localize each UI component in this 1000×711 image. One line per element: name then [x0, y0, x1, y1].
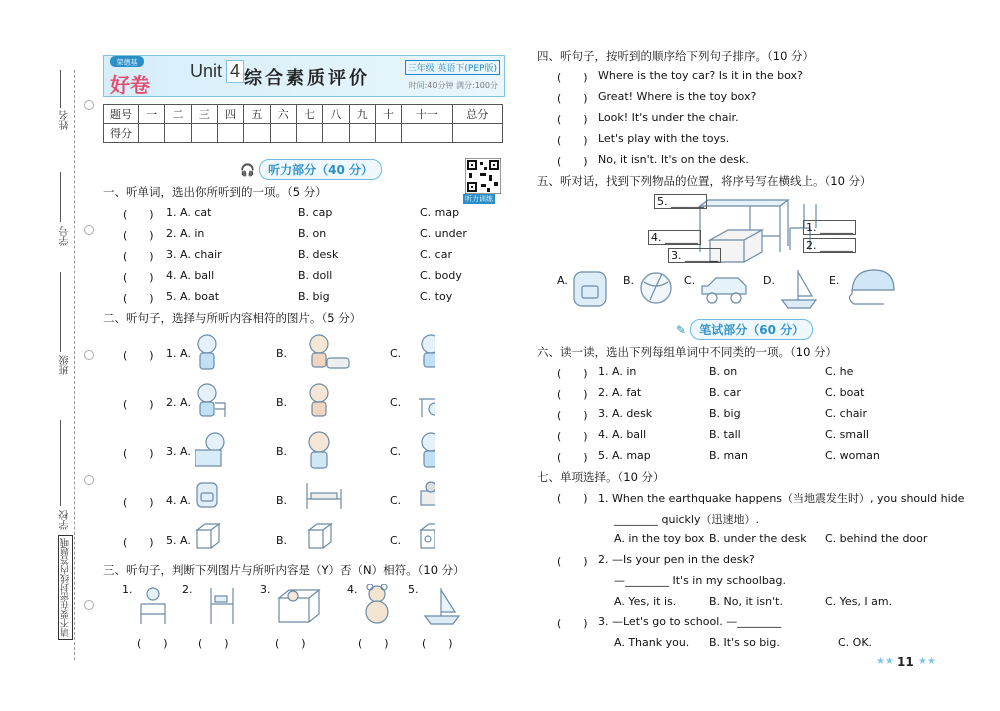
- backpack-icon: [197, 483, 217, 507]
- option-c: C. toy: [420, 290, 453, 303]
- blank-2[interactable]: 2. ______: [803, 238, 856, 253]
- girl-icon: [309, 432, 329, 468]
- answer-paren[interactable]: ( ): [123, 447, 154, 460]
- child-with-map-icon: [195, 433, 224, 466]
- child-waving-icon: [422, 433, 435, 467]
- answer-paren[interactable]: ( ): [198, 637, 229, 650]
- teddy-bear-icon: [366, 584, 388, 623]
- option-b: B. desk: [298, 248, 339, 261]
- option-c: C. body: [420, 269, 462, 282]
- class-label: 班级: [60, 355, 71, 375]
- list-item: ( ): [123, 250, 154, 263]
- answer-paren[interactable]: ( ): [557, 409, 588, 422]
- answer-paren[interactable]: ( ): [557, 492, 588, 505]
- writing-banner: ✎ 笔试部分（60 分）: [676, 319, 813, 340]
- option-b: B. under the desk: [709, 532, 807, 545]
- option-b: B.: [276, 347, 288, 360]
- option-a: 4. A. ball: [166, 269, 215, 282]
- toy-car-icon: [702, 278, 746, 303]
- answer-paren[interactable]: ( ): [275, 637, 306, 650]
- option-a: 4. A.: [166, 494, 191, 507]
- answer-paren[interactable]: ( ): [557, 451, 588, 464]
- list-item: ( ): [123, 271, 154, 284]
- option-c: C. small: [825, 428, 869, 441]
- sentence: Look! It's under the chair.: [598, 111, 739, 124]
- box-with-toy-icon: [279, 590, 319, 622]
- option-c: C.: [390, 534, 402, 547]
- listening-banner: 🎧 听力部分（40 分）: [240, 159, 382, 180]
- sentence: Great! Where is the toy box?: [598, 90, 757, 103]
- option-c: C. car: [420, 248, 452, 261]
- pencil-icon: ✎: [676, 323, 687, 337]
- child-under-desk-icon: [419, 399, 435, 417]
- sentence: No, it isn't. It's on the desk.: [598, 153, 749, 166]
- star-icon: ★★: [918, 656, 936, 667]
- option-b: B. on: [709, 365, 738, 378]
- option-b: B. man: [709, 449, 748, 462]
- seal-notice: 请不要在密封线内答题哦: [58, 535, 73, 640]
- option-b: B. doll: [298, 269, 333, 282]
- option-a: 1. A.: [166, 347, 191, 360]
- sentence: Let's play with the toys.: [598, 132, 730, 145]
- question-text: ________ quickly（迅速地）.: [614, 513, 759, 526]
- blank-5[interactable]: 5. ______: [654, 194, 707, 209]
- blank-4[interactable]: 4. ______: [648, 230, 701, 245]
- box-icon: [421, 524, 435, 548]
- option-c: C.: [390, 445, 402, 458]
- question-text: —________ It's in my schoolbag.: [614, 574, 787, 587]
- option-e: E.: [829, 274, 840, 287]
- sec7-title: 七、单项选择。（10 分）: [537, 470, 665, 484]
- option-b: B.: [623, 274, 635, 287]
- answer-paren[interactable]: ( ): [137, 637, 168, 650]
- option-a: 4. A. ball: [598, 428, 647, 441]
- option-c: C. boat: [825, 386, 865, 399]
- question-text: 2. —Is your pen in the desk?: [598, 553, 755, 566]
- option-a: 2. A.: [166, 396, 191, 409]
- option-a: A.: [557, 274, 568, 287]
- list-item: ( ): [123, 229, 154, 242]
- answer-paren[interactable]: ( ): [557, 134, 588, 147]
- page-title: 综合素质评价: [244, 68, 370, 89]
- option-a: A. Yes, it is.: [614, 595, 677, 608]
- option-a: 5. A. boat: [166, 290, 220, 303]
- sec1-title: 一、听单词，选出你所听到的一项。（5 分）: [103, 185, 327, 199]
- name-label: 姓名: [60, 110, 71, 130]
- brand-text: 荣德基: [116, 58, 138, 67]
- option-c: C. he: [825, 365, 854, 378]
- ball-icon: [641, 273, 671, 303]
- option-a: 5. A. map: [598, 449, 651, 462]
- item-number: 2.: [182, 583, 193, 596]
- answer-paren[interactable]: ( ): [557, 71, 588, 84]
- answer-paren[interactable]: ( ): [557, 92, 588, 105]
- sec6-title: 六、读一读，选出下列每组单词中不同类的一项。（10 分）: [537, 345, 838, 359]
- answer-paren[interactable]: ( ): [358, 637, 389, 650]
- toy-box-icon: [421, 482, 435, 505]
- answer-paren[interactable]: ( ): [123, 496, 154, 509]
- child-with-ball-icon: [198, 335, 216, 369]
- option-a: 1. A. cat: [166, 206, 212, 219]
- option-a: 3. A. chair: [166, 248, 222, 261]
- answer-paren[interactable]: ( ): [422, 637, 453, 650]
- chair-icon: [211, 588, 233, 624]
- item-number: 5.: [408, 583, 419, 596]
- option-d: D.: [763, 274, 775, 287]
- sec2-title: 二、听句子，选择与所听内容相符的图片。（5 分）: [103, 311, 362, 325]
- answer-paren[interactable]: ( ): [557, 155, 588, 168]
- answer-paren[interactable]: ( ): [557, 555, 588, 568]
- sec3-illustrations: [135, 584, 465, 630]
- score-value-row: 得分: [104, 124, 503, 143]
- option-b: B.: [276, 445, 288, 458]
- option-c: C.: [684, 274, 696, 287]
- qr-label: 听力训练: [465, 195, 493, 203]
- binding-hole: [84, 600, 94, 610]
- option-a: 3. A. desk: [598, 407, 653, 420]
- schoolbag-icon: [574, 272, 606, 306]
- option-c: C.: [390, 396, 402, 409]
- unit-label: Unit 4: [190, 60, 244, 83]
- question-text: 1. When the earthquake happens（当地震发生时）, you should hide: [598, 492, 965, 505]
- boat-icon: [425, 588, 459, 624]
- option-a: 3. A.: [166, 445, 191, 458]
- time-info: 时间:40分钟 满分:100分: [408, 81, 498, 90]
- sec2-illustrations: [195, 332, 435, 557]
- item-number: 1.: [122, 583, 133, 596]
- box-icon: [309, 524, 331, 548]
- list-item: ( ): [123, 208, 154, 221]
- item-number: 3.: [260, 583, 271, 596]
- sentence: Where is the toy car? Is it in the box?: [598, 69, 803, 82]
- score-header-row: 题号 一 二 三 四 五 六 七 八 九 十 十一 总分: [104, 105, 503, 124]
- star-icon: ★★: [876, 656, 894, 667]
- toy-boat-icon: [782, 270, 816, 308]
- option-b: B. It's so big.: [709, 636, 780, 649]
- answer-paren[interactable]: ( ): [557, 113, 588, 126]
- child-on-chair-icon: [422, 335, 435, 367]
- answer-paren[interactable]: ( ): [557, 388, 588, 401]
- option-b: B. tall: [709, 428, 741, 441]
- sec4-title: 四、听句子，按听到的顺序给下列句子排序。（10 分）: [537, 49, 815, 63]
- option-b: B. No, it isn't.: [709, 595, 783, 608]
- option-c: C. Yes, I am.: [825, 595, 893, 608]
- question-text: 3. —Let's go to school. —________: [598, 615, 782, 628]
- headphone-icon: 🎧: [240, 163, 255, 177]
- child-near-desk-icon: [310, 384, 328, 416]
- sec5-objects: [572, 266, 902, 310]
- blank-3[interactable]: 3. ______: [668, 248, 721, 263]
- answer-paren[interactable]: ( ): [123, 349, 154, 362]
- option-a: A. Thank you.: [614, 636, 690, 649]
- option-c: C. chair: [825, 407, 868, 420]
- option-b: B. big: [709, 407, 741, 420]
- answer-paren[interactable]: ( ): [557, 430, 588, 443]
- option-c: C.: [390, 494, 402, 507]
- option-c: C. OK.: [838, 636, 873, 649]
- blank-1[interactable]: 1. ______: [803, 220, 856, 235]
- option-a: 2. A. fat: [598, 386, 642, 399]
- child-near-chair-icon: [198, 384, 225, 417]
- unit-number: 4: [226, 60, 244, 83]
- option-a: 2. A. in: [166, 227, 205, 240]
- list-item: ( ): [123, 292, 154, 305]
- option-a: 5. A.: [166, 534, 191, 547]
- option-b: B.: [276, 534, 288, 547]
- option-b: B. on: [298, 227, 327, 240]
- bed-icon: [307, 483, 341, 509]
- grade-badge: 三年级 英语下(PEP版): [405, 60, 500, 75]
- option-c: C.: [390, 347, 402, 360]
- option-c: C. under: [420, 227, 467, 240]
- option-a: A. in the toy box: [614, 532, 705, 545]
- logo-text: 好卷: [110, 73, 150, 97]
- sec3-title: 三、听句子，判断下列图片与所听内容是（Y）否（N）相符。（10 分）: [103, 563, 465, 577]
- answer-paren[interactable]: ( ): [123, 398, 154, 411]
- page-number: 11: [897, 655, 914, 669]
- sec5-title: 五、听对话，找到下列物品的位置，将序号写在横线上。（10 分）: [537, 174, 872, 188]
- cap-icon: [849, 270, 894, 304]
- item-number: 4.: [347, 583, 358, 596]
- option-b: B.: [276, 494, 288, 507]
- option-c: C. map: [420, 206, 460, 219]
- id-label: 学号: [60, 226, 71, 246]
- option-c: C. behind the door: [825, 532, 928, 545]
- option-a: 1. A. in: [598, 365, 637, 378]
- option-b: B. cap: [298, 206, 333, 219]
- toy-on-chair-icon: [141, 588, 165, 624]
- child-with-car-icon: [310, 335, 349, 368]
- answer-paren[interactable]: ( ): [557, 617, 588, 630]
- school-label: 学校: [60, 510, 71, 530]
- answer-paren[interactable]: ( ): [557, 367, 588, 380]
- option-b: B. big: [298, 290, 330, 303]
- option-c: C. woman: [825, 449, 880, 462]
- option-b: B.: [276, 396, 288, 409]
- box-icon: [197, 524, 219, 548]
- answer-paren[interactable]: ( ): [123, 536, 154, 549]
- option-b: B. car: [709, 386, 741, 399]
